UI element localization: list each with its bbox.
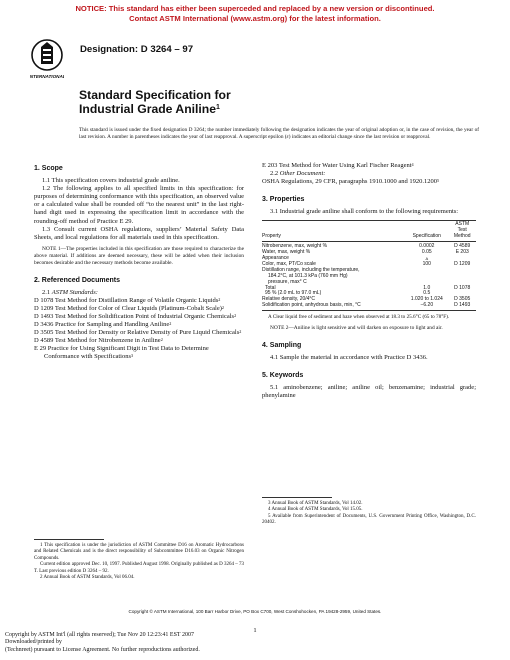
subsection-number: 2.2 bbox=[270, 170, 279, 178]
footnote-4: 4 Annual Book of ASTM Standards, Vol 15.05. bbox=[268, 507, 363, 513]
reference-text: D 3436 Practice for Sampling and Handling Aniline bbox=[34, 321, 170, 329]
reference-text: D 3505 Test Method for Density or Relative Density of Pure Liquid Chemicals bbox=[34, 329, 240, 337]
column-header-property: Property bbox=[262, 234, 405, 241]
footnote-1-edition: Current edition approved Dec. 10, 1997. Published August 1998. Originally published as D 3264 – 73 T. Last previous edition D 3264 – 92. bbox=[34, 562, 244, 574]
reference-item bbox=[34, 345, 244, 361]
spec-cell: A bbox=[425, 256, 429, 261]
footnote-5: 5 Available from Superintendent of Documents, U.S. Government Printing Office, Washington, D.C. 20402. bbox=[262, 513, 476, 526]
property-cell: Relative density, 20/4°C bbox=[262, 296, 316, 303]
property-cell: 184.2°C, at 101.3 kPa (760 mm Hg) bbox=[268, 272, 348, 279]
spec-cell: 0.05 bbox=[421, 249, 432, 256]
spec-cell: −6.20 bbox=[405, 303, 448, 310]
keywords-paragraph-1: 5.1 aminobenzene; aniline; aniline oil; benzenamine; industrial grade; phenylamine bbox=[262, 383, 476, 400]
spec-cell: 1.020 to 1.024 bbox=[410, 296, 443, 303]
reference-text: D 4589 Test Method for Nitrobenzene in Aniline bbox=[34, 337, 161, 345]
property-cell: Distillation range, including the temperature, bbox=[262, 266, 360, 273]
footnote-mark: 2 bbox=[160, 337, 163, 343]
section-heading-referenced-documents: 2. Referenced Documents bbox=[34, 276, 120, 284]
column-header-specification: Specification bbox=[405, 234, 448, 241]
footnote-rule bbox=[262, 497, 332, 498]
subsection-title: ASTM Standards: bbox=[51, 288, 98, 296]
footnote-rule bbox=[34, 539, 104, 540]
column-header-astm: ASTM bbox=[448, 221, 476, 228]
reference-text: D 1493 Test Method for Solidification Point of Industrial Organic Chemicals bbox=[34, 312, 235, 320]
method-cell: E 203 bbox=[455, 249, 469, 256]
property-cell: pressure, max° C bbox=[268, 278, 307, 285]
astm-standards-subheading bbox=[34, 289, 244, 297]
footnote-mark: 2 bbox=[169, 321, 172, 327]
notice-line-1: NOTICE: This standard has either been superceded and replaced by a new version or discontinued. bbox=[75, 4, 435, 13]
footnotes-left bbox=[34, 535, 244, 581]
reference-item bbox=[34, 337, 244, 345]
reference-item bbox=[34, 305, 244, 313]
reference-item bbox=[262, 162, 476, 170]
download-line-1: Copyright by ASTM Int'l (all rights reserved); Tue Nov 20 12:23:41 EST 2007 bbox=[5, 632, 194, 638]
spec-cell: 1.0 bbox=[423, 284, 431, 291]
method-cell: D 3505 bbox=[454, 296, 471, 303]
right-column bbox=[262, 162, 476, 400]
reference-item bbox=[34, 321, 244, 329]
note-1: NOTE 1—The properties included in this specification are those required to characterize the above material. If additions are deemed necessary, these will be added when their inclusion becomes desirable and the necessary methods become available. bbox=[34, 245, 244, 266]
footnote-mark: 4 bbox=[411, 162, 414, 167]
issuance-statement: This standard is issued under the fixed designation D 3264; the number immediately following the designation indicates the year of original adoption or, in the case of revision, the year of last revision. A number in parentheses indicates the year of last reapproval. A superscript epsilon (ε) indicates an editorial change since the last revision or reapproval. bbox=[79, 127, 479, 141]
footnote-mark: 2 bbox=[234, 312, 237, 318]
header-cell-blank bbox=[262, 221, 405, 228]
scope-paragraph-1: 1.1 This specification covers industrial grade aniline. bbox=[42, 177, 180, 185]
osha-reference bbox=[262, 178, 476, 186]
download-line-3: (Technreet) pursuant to License Agreement. No further reproductions authorized. bbox=[5, 646, 200, 653]
title-line-2 bbox=[79, 102, 231, 116]
footnotes-right bbox=[262, 493, 476, 527]
note-2: NOTE 2—Aniline is light sensitive and will darken on exposure to light and air. bbox=[270, 324, 443, 331]
subsection-title: Other Document: bbox=[279, 170, 326, 178]
method-cell: D 1493 bbox=[448, 303, 476, 310]
spec-cell: 100 bbox=[422, 260, 431, 267]
sampling-paragraph-1: 4.1 Sample the material in accordance with Practice D 3436. bbox=[270, 353, 428, 361]
method-cell: D 4589 bbox=[454, 243, 471, 250]
subsection-number: 2.1 bbox=[42, 288, 51, 296]
section-heading-keywords: 5. Keywords bbox=[262, 371, 304, 379]
reference-item bbox=[34, 297, 244, 305]
property-cell: Color, max, PT/Co scale bbox=[262, 260, 316, 267]
section-heading-sampling: 4. Sampling bbox=[262, 341, 302, 349]
scope-paragraph-3: 1.3 Consult current OSHA regulations, suppliers’ Material Safety Data Sheets, and local regulations for all materials used in this specification. bbox=[34, 225, 244, 241]
supersede-notice bbox=[0, 4, 510, 24]
spec-cell: 0.5 bbox=[423, 290, 431, 297]
property-cell: Nitrobenzene, max, weight % bbox=[262, 243, 328, 250]
footnote-3: 3 Annual Book of ASTM Standards, Vol 14.02. bbox=[268, 501, 363, 506]
properties-table bbox=[262, 220, 476, 311]
spec-cell: 0.0002 bbox=[419, 243, 435, 250]
property-cell: Appearance bbox=[262, 255, 289, 261]
property-cell: Solidification point, anhydrous basis, min, °C bbox=[262, 303, 405, 310]
reference-item bbox=[34, 313, 244, 321]
page-number: 1 bbox=[253, 627, 257, 634]
logo-wordmark: INTERNATIONAL bbox=[30, 74, 64, 79]
section-heading-properties: 3. Properties bbox=[262, 196, 305, 204]
title-footnote-mark: 1 bbox=[216, 104, 220, 111]
footnote-mark: 3 bbox=[131, 353, 134, 359]
title-line-1: Standard Specification for bbox=[79, 88, 231, 102]
properties-paragraph-1: 3.1 Industrial grade aniline shall conform to the following requirements: bbox=[270, 208, 459, 216]
column-header-test: Test bbox=[457, 227, 467, 234]
reference-text: E 29 Practice for Using Significant Digit in Test Data to Determine Conformance with Specifications bbox=[34, 345, 209, 361]
footnote-1: 1 This specification is under the jurisdiction of ASTM Committee D16 on Aromatic Hydrocarbons and Related Chemicals and is the direct responsibility of Subcommittee D16.03 on Organic Nitrogen Compounds. bbox=[34, 543, 244, 561]
reference-text: E 203 Test Method for Water Using Karl Fischer Reagent bbox=[262, 162, 412, 169]
reference-item bbox=[34, 329, 244, 337]
download-line-2: Downloaded/printed by bbox=[5, 639, 62, 646]
method-cell: D 1078 bbox=[454, 284, 471, 291]
document-title bbox=[79, 88, 231, 116]
property-cell: 95 % (2.0 mL to 97.0 mL) bbox=[265, 290, 322, 297]
method-cell: D 1209 bbox=[454, 260, 471, 267]
table-row bbox=[262, 303, 476, 310]
property-cell: Total bbox=[265, 284, 276, 291]
header-cell-blank bbox=[405, 221, 448, 228]
copyright-line: Copyright © ASTM International, 100 Barr Harbor Drive, PO Box C700, West Conshohocken, PA 19428-2959, United States. bbox=[128, 609, 382, 614]
left-column bbox=[34, 165, 244, 362]
section-heading-scope: 1. Scope bbox=[34, 165, 63, 172]
footnote-2: 2 Annual Book of ASTM Standards, Vol 06.04. bbox=[40, 575, 135, 581]
footnote-mark: 2 bbox=[218, 296, 221, 302]
table-footnote-a: A Clear liquid free of sediment and haze when observed at 18.3 to 25.6°C (65 to 78°F). bbox=[268, 314, 450, 321]
notice-line-2: Contact ASTM International (www.astm.org) for the latest information. bbox=[129, 14, 381, 23]
other-document-subheading bbox=[262, 170, 476, 178]
designation: Designation: D 3264 – 97 bbox=[80, 44, 194, 55]
column-header-method: Method bbox=[448, 234, 476, 241]
footnote-mark: 5 bbox=[436, 178, 440, 184]
reference-text: D 1209 Test Method for Color of Clear Liquids (Platinum-Cobalt Scale) bbox=[34, 304, 222, 312]
footnote-mark: 2 bbox=[221, 304, 224, 310]
reference-text: OSHA Regulations, 29 CFR, paragraphs 1910.1000 and 1920.1200 bbox=[262, 178, 437, 186]
download-stamp bbox=[5, 632, 200, 654]
astm-logo bbox=[30, 38, 64, 80]
scope-paragraph-2: 1.2 The following applies to all specified limits in this specification: for purposes of determining conformance with this specification, an observed value or a calculated value shall be rounded off “to the nearest unit” in the last right-hand digit used in expressing the specification limit in accordance with the rounding-off method of Practice E 29. bbox=[34, 185, 244, 225]
title-text: Industrial Grade Aniline bbox=[79, 102, 217, 116]
footnote-mark: 2 bbox=[239, 329, 242, 335]
property-cell: Water, max, weight % bbox=[262, 249, 311, 256]
reference-text: D 1078 Test Method for Distillation Range of Volatile Organic Liquids bbox=[34, 296, 219, 304]
astm-logo-icon bbox=[30, 38, 64, 80]
